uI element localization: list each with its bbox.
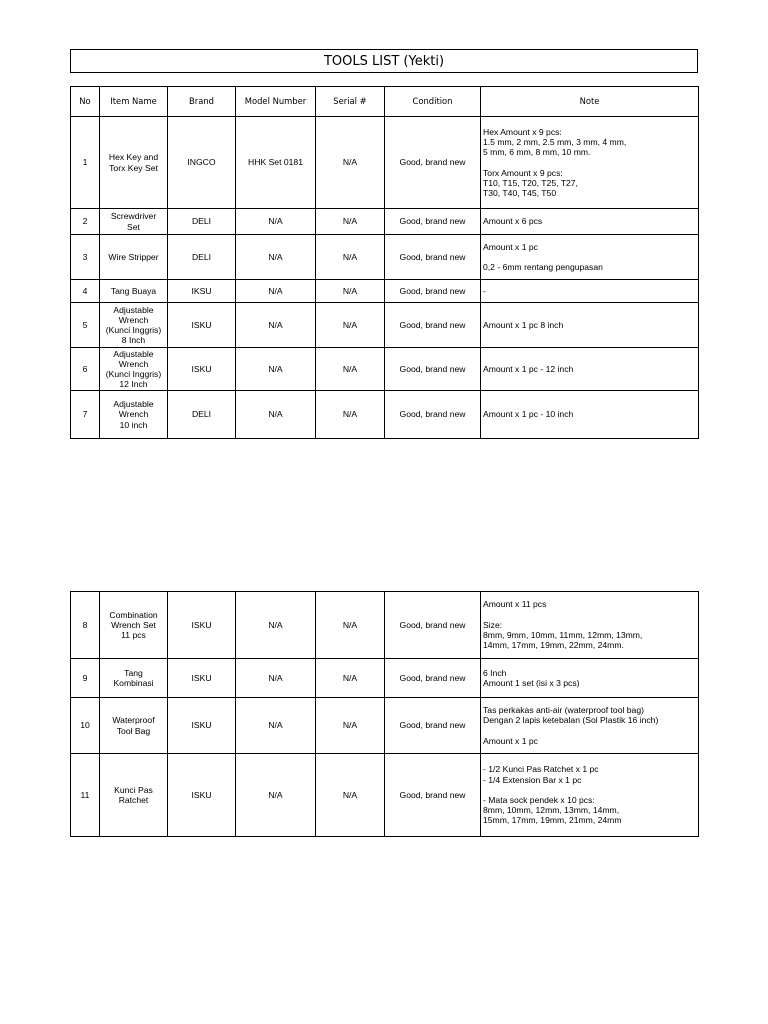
header-brand: Brand <box>168 87 236 117</box>
cell-model-number: N/A <box>236 391 316 439</box>
cell-model-number: N/A <box>236 754 316 837</box>
table-row <box>71 391 699 439</box>
table-row <box>71 235 699 280</box>
cell-serial: N/A <box>316 348 385 391</box>
cell-model-number: N/A <box>236 280 316 303</box>
cell-note: Amount x 1 pc - 10 inch <box>481 391 699 439</box>
cell-condition: Good, brand new <box>385 280 481 303</box>
cell-model-number: N/A <box>236 592 316 659</box>
cell-model-number: N/A <box>236 209 316 235</box>
cell-item-name: Adjustable Wrench 10 inch <box>100 391 168 439</box>
cell-brand: ISKU <box>168 659 236 698</box>
table-row <box>71 117 699 209</box>
cell-condition: Good, brand new <box>385 235 481 280</box>
cell-serial: N/A <box>316 592 385 659</box>
table-row <box>71 754 699 837</box>
table-row <box>71 209 699 235</box>
cell-serial: N/A <box>316 280 385 303</box>
cell-condition: Good, brand new <box>385 117 481 209</box>
cell-serial: N/A <box>316 235 385 280</box>
cell-serial: N/A <box>316 391 385 439</box>
tools-table-1 <box>70 86 699 439</box>
cell-item-name: Adjustable Wrench (Kunci Inggris) 8 Inch <box>100 303 168 348</box>
cell-brand: DELI <box>168 391 236 439</box>
cell-condition: Good, brand new <box>385 303 481 348</box>
cell-note: Tas perkakas anti-air (waterproof tool bag) Dengan 2 lapis ketebalan (Sol Plastik 16 inch) Amount x 1 pc <box>481 698 699 754</box>
cell-brand: ISKU <box>168 348 236 391</box>
page-title: TOOLS LIST (Yekti) <box>70 49 698 73</box>
cell-no: 1 <box>71 117 100 209</box>
cell-no: 2 <box>71 209 100 235</box>
cell-condition: Good, brand new <box>385 391 481 439</box>
tools-table-2 <box>70 591 699 837</box>
cell-note: Hex Amount x 9 pcs: 1.5 mm, 2 mm, 2.5 mm, 3 mm, 4 mm, 5 mm, 6 mm, 8 mm, 10 mm. Torx Amount x 9 pcs: T10, T15, T20, T25, T27, T30, T40, T45, T50 <box>481 117 699 209</box>
cell-condition: Good, brand new <box>385 659 481 698</box>
cell-note: Amount x 11 pcs Size: 8mm, 9mm, 10mm, 11mm, 12mm, 13mm, 14mm, 17mm, 19mm, 22mm, 24mm. <box>481 592 699 659</box>
cell-no: 8 <box>71 592 100 659</box>
cell-model-number: N/A <box>236 698 316 754</box>
cell-item-name: Waterproof Tool Bag <box>100 698 168 754</box>
table-row <box>71 659 699 698</box>
header-condition: Condition <box>385 87 481 117</box>
cell-note: Amount x 1 pc 0,2 - 6mm rentang pengupasan <box>481 235 699 280</box>
cell-brand: ISKU <box>168 698 236 754</box>
cell-item-name: Hex Key and Torx Key Set <box>100 117 168 209</box>
cell-serial: N/A <box>316 209 385 235</box>
cell-item-name: Combination Wrench Set 11 pcs <box>100 592 168 659</box>
cell-item-name: Wire Stripper <box>100 235 168 280</box>
cell-brand: ISKU <box>168 592 236 659</box>
cell-brand: DELI <box>168 209 236 235</box>
cell-serial: N/A <box>316 754 385 837</box>
cell-item-name: Tang Kombinasi <box>100 659 168 698</box>
cell-note: Amount x 1 pc 8 inch <box>481 303 699 348</box>
cell-brand: ISKU <box>168 303 236 348</box>
cell-serial: N/A <box>316 698 385 754</box>
header-note: Note <box>481 87 699 117</box>
cell-model-number: N/A <box>236 303 316 348</box>
cell-serial: N/A <box>316 303 385 348</box>
header-serial: Serial # <box>316 87 385 117</box>
cell-note: - <box>481 280 699 303</box>
cell-brand: INGCO <box>168 117 236 209</box>
table-row <box>71 303 699 348</box>
table-row <box>71 280 699 303</box>
cell-no: 6 <box>71 348 100 391</box>
cell-note: 6 Inch Amount 1 set (isi x 3 pcs) <box>481 659 699 698</box>
table-row <box>71 592 699 659</box>
cell-serial: N/A <box>316 659 385 698</box>
cell-note: Amount x 1 pc - 12 inch <box>481 348 699 391</box>
cell-condition: Good, brand new <box>385 754 481 837</box>
cell-no: 10 <box>71 698 100 754</box>
cell-model-number: N/A <box>236 235 316 280</box>
cell-condition: Good, brand new <box>385 592 481 659</box>
cell-item-name: Adjustable Wrench (Kunci Inggris) 12 Inch <box>100 348 168 391</box>
cell-serial: N/A <box>316 117 385 209</box>
cell-model-number: N/A <box>236 348 316 391</box>
cell-item-name: Tang Buaya <box>100 280 168 303</box>
cell-condition: Good, brand new <box>385 348 481 391</box>
cell-no: 7 <box>71 391 100 439</box>
cell-note: Amount x 6 pcs <box>481 209 699 235</box>
cell-no: 4 <box>71 280 100 303</box>
cell-condition: Good, brand new <box>385 698 481 754</box>
header-no: No <box>71 87 100 117</box>
cell-model-number: N/A <box>236 659 316 698</box>
cell-item-name: Kunci Pas Ratchet <box>100 754 168 837</box>
cell-no: 3 <box>71 235 100 280</box>
cell-note: - 1/2 Kunci Pas Ratchet x 1 pc - 1/4 Extension Bar x 1 pc - Mata sock pendek x 10 pcs: 8mm, 10mm, 12mm, 13mm, 14mm, 15mm, 17mm, 19mm, 21mm, 24mm <box>481 754 699 837</box>
cell-no: 5 <box>71 303 100 348</box>
cell-brand: DELI <box>168 235 236 280</box>
cell-no: 9 <box>71 659 100 698</box>
header-item-name: Item Name <box>100 87 168 117</box>
cell-brand: ISKU <box>168 754 236 837</box>
cell-item-name: Screwdriver Set <box>100 209 168 235</box>
cell-condition: Good, brand new <box>385 209 481 235</box>
cell-brand: IKSU <box>168 280 236 303</box>
header-model-number: Model Number <box>236 87 316 117</box>
header-row <box>71 87 699 117</box>
table-row <box>71 348 699 391</box>
cell-no: 11 <box>71 754 100 837</box>
table-row <box>71 698 699 754</box>
cell-model-number: HHK Set 0181 <box>236 117 316 209</box>
